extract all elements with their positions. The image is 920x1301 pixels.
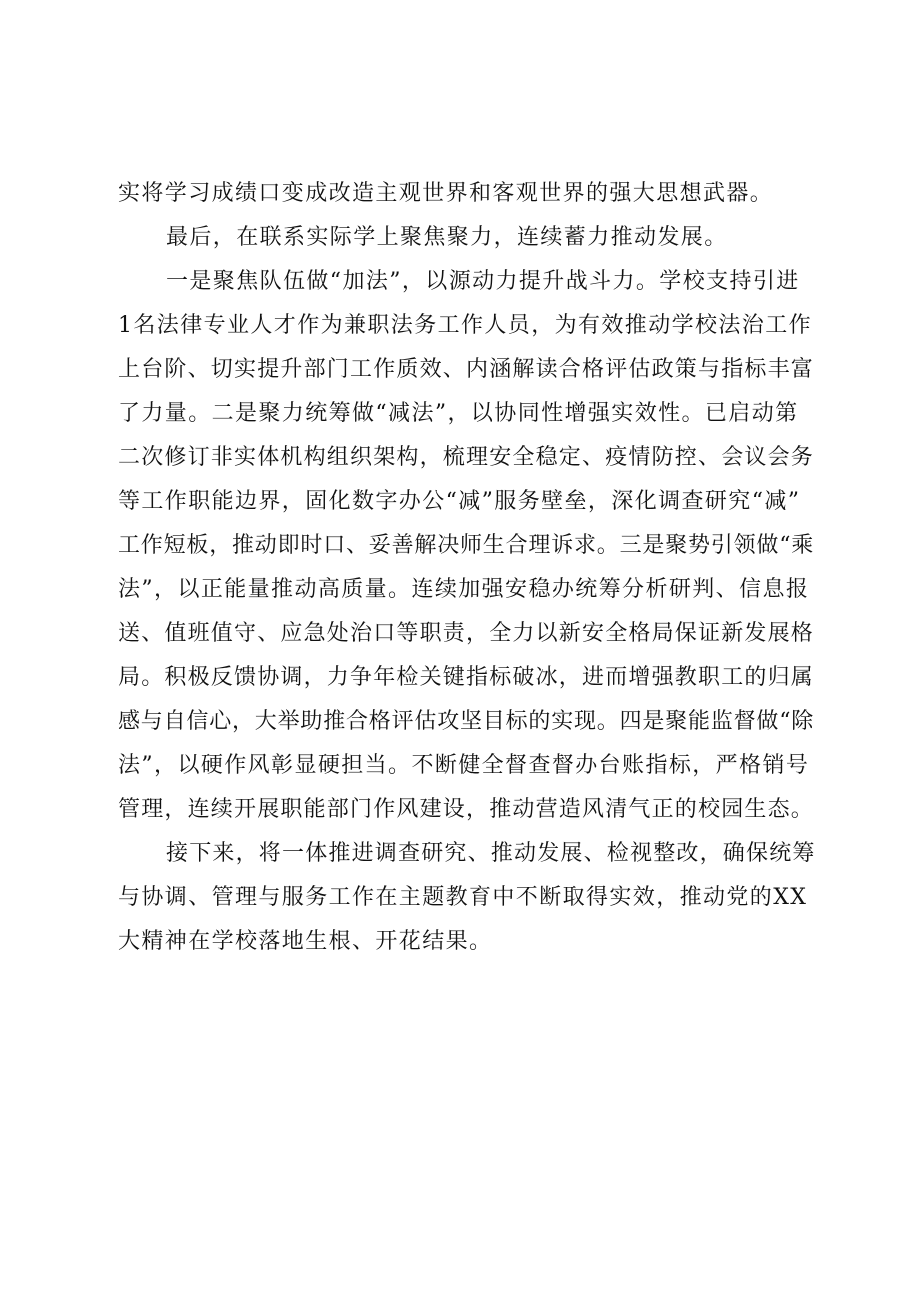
- text-line: 法”，以正能量推动高质量。连续加强安稳办统筹分析研判、信息报: [118, 577, 810, 602]
- text-line: 等工作职能边界，固化数字办公“减”服务壁垒，深化调查研究“减”: [118, 489, 801, 514]
- text-line: 大精神在学校落地生根、开花结果。: [118, 929, 493, 954]
- text-line: 工作短板，推动即时口、妥善解决师生合理诉求。三是聚势引领做“乘: [118, 533, 815, 558]
- text-line: 上台阶、切实提升部门工作质效、内涵解读合格评估政策与指标丰富: [118, 357, 815, 382]
- paragraph-start-line: 最后，在联系实际学上聚焦聚力，连续蓄力推动发展。: [166, 225, 728, 250]
- paragraph-start-line: 接下来，将一体推进调查研究、推动发展、检视整改，确保统筹: [166, 841, 816, 866]
- text-line: 二次修订非实体机构组织架构，梳理安全稳定、疫情防控、会议会务: [118, 445, 815, 470]
- text-line: 了力量。二是聚力统筹做“减法”，以协同性增强实效性。已启动第: [118, 401, 799, 426]
- text-line: 1名法律专业人才作为兼职法务工作人员，为有效推动学校法治工作: [118, 313, 812, 338]
- text-line: 实将学习成绩口变成改造主观世界和客观世界的强大思想武器。: [118, 181, 774, 206]
- text-line: 局。积极反馈协调，力争年检关键指标破冰，进而增强教职工的归属: [118, 665, 815, 690]
- text-line: 与协调、管理与服务工作在主题教育中不断取得实效，推动党的XX: [118, 885, 808, 910]
- text-line: 送、值班值守、应急处治口等职责，全力以新安全格局保证新发展格: [118, 621, 815, 646]
- text-line: 法”，以硬作风彰显硬担当。不断健全督查督办台账指标，严格销号: [118, 753, 810, 778]
- paragraph-start-line: 一是聚焦队伍做“加法”，以源动力提升战斗力。学校支持引进: [166, 269, 800, 294]
- text-line: 感与自信心，大举助推合格评估攻坚目标的实现。四是聚能监督做“除: [118, 709, 815, 734]
- text-line: 管理，连续开展职能部门作风建设，推动营造风清气正的校园生态。: [118, 797, 815, 822]
